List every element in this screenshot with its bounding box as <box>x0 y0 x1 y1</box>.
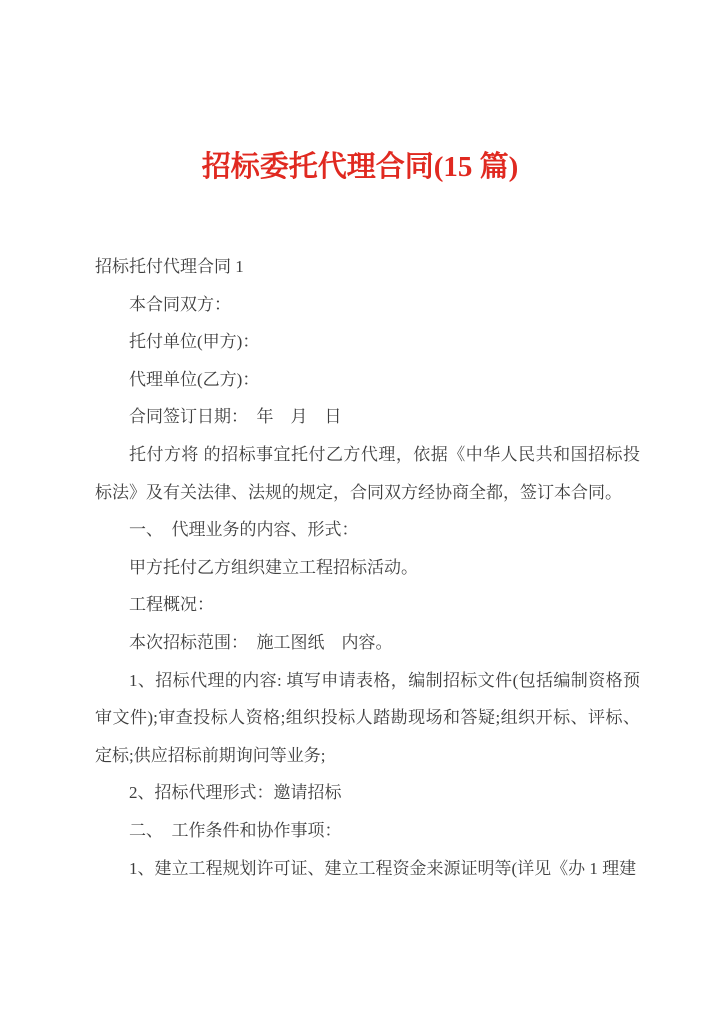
document-paragraph: 本次招标范围： 施工图纸 内容。 <box>129 632 393 652</box>
document-paragraph: 代理单位(乙方)： <box>129 369 260 389</box>
document-paragraph: 一、 代理业务的内容、形式： <box>129 520 359 540</box>
document-paragraph: 1、建立工程规划许可证、建立工程资金来源证明等(详见《办 1 理建 <box>129 858 637 878</box>
document-title: 招标委托代理合同(15 篇) <box>201 151 519 183</box>
document-paragraph: 甲方托付乙方组织建立工程招标活动。 <box>129 557 418 577</box>
document-paragraph: 本合同双方： <box>129 294 231 314</box>
document-paragraph: 二、 工作条件和协作事项： <box>129 820 342 840</box>
document-paragraph: 招标托付代理合同 1 <box>95 257 244 276</box>
document-paragraph: 合同签订日期： 年 月 日 <box>129 407 342 427</box>
document-paragraph: 2、招标代理形式：邀请招标 <box>129 783 342 803</box>
document-paragraph: 1、招标代理的内容: 填写申请表格，编制招标文件(包括编制资格预审文件);审查投标人资格;组织投标人踏勘现场和答疑;组织开标、评标、定标;供应招标前期询问等业务; <box>95 670 640 765</box>
document-paragraph: 工程概况： <box>129 595 214 615</box>
document-paragraph: 托付方将 的招标事宜托付乙方代理，依据《中华人民共和国招标投标法》及有关法律、法规的规定，合同双方经协商全都，签订本合同。 <box>95 444 640 502</box>
document-paragraph: 托付单位(甲方)： <box>129 332 260 352</box>
document-body <box>95 248 640 887</box>
